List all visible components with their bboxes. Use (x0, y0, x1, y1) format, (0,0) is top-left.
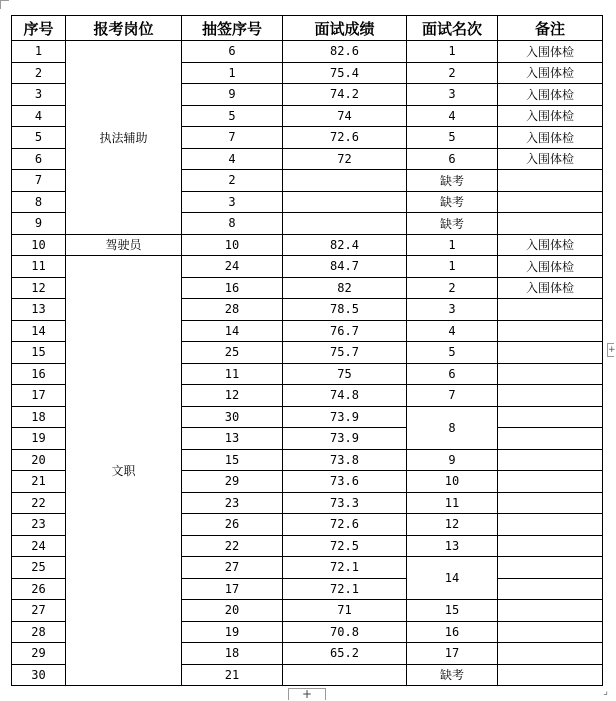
cell-draw-number[interactable]: 4 (182, 148, 283, 170)
cell-draw-number[interactable]: 15 (182, 449, 283, 471)
cell-remark[interactable]: 入围体检 (498, 84, 603, 106)
cell-remark[interactable] (498, 299, 603, 321)
cell-interview-score[interactable]: 74.2 (283, 84, 407, 106)
header-seq[interactable]: 序号 (12, 16, 66, 41)
cell-seq[interactable]: 21 (12, 471, 66, 493)
cell-draw-number[interactable]: 24 (182, 256, 283, 278)
cell-interview-score[interactable]: 72.1 (283, 557, 407, 579)
cell-draw-number[interactable]: 7 (182, 127, 283, 149)
cell-draw-number[interactable]: 14 (182, 320, 283, 342)
cell-remark[interactable] (498, 600, 603, 622)
cell-seq[interactable]: 6 (12, 148, 66, 170)
cell-remark[interactable] (498, 342, 603, 364)
cell-remark[interactable] (498, 471, 603, 493)
cell-remark[interactable] (498, 320, 603, 342)
cell-seq[interactable]: 12 (12, 277, 66, 299)
cell-draw-number[interactable]: 6 (182, 41, 283, 63)
cell-draw-number[interactable]: 13 (182, 428, 283, 450)
cell-interview-score[interactable] (283, 170, 407, 192)
cell-seq[interactable]: 3 (12, 84, 66, 106)
cell-draw-number[interactable]: 18 (182, 643, 283, 665)
cell-draw-number[interactable]: 5 (182, 105, 283, 127)
cell-remark[interactable] (498, 191, 603, 213)
cell-remark[interactable] (498, 213, 603, 235)
cell-draw-number[interactable]: 28 (182, 299, 283, 321)
cell-interview-rank[interactable]: 7 (407, 385, 498, 407)
cell-remark[interactable]: 入围体检 (498, 277, 603, 299)
cell-interview-rank[interactable]: 6 (407, 148, 498, 170)
cell-interview-rank[interactable]: 14 (407, 557, 498, 600)
cell-interview-score[interactable]: 73.6 (283, 471, 407, 493)
header-row (12, 16, 603, 41)
cell-draw-number[interactable]: 19 (182, 621, 283, 643)
cell-remark[interactable]: 入围体检 (498, 148, 603, 170)
cell-draw-number[interactable]: 23 (182, 492, 283, 514)
cell-interview-score[interactable]: 82.6 (283, 41, 407, 63)
cell-seq[interactable]: 23 (12, 514, 66, 536)
cell-interview-rank[interactable]: 3 (407, 299, 498, 321)
cell-interview-rank[interactable]: 4 (407, 105, 498, 127)
cell-remark[interactable] (498, 621, 603, 643)
cell-seq[interactable]: 24 (12, 535, 66, 557)
header-interview-rank[interactable]: 面试名次 (407, 16, 498, 41)
cell-remark[interactable] (498, 385, 603, 407)
cell-seq[interactable]: 1 (12, 41, 66, 63)
cell-seq[interactable]: 22 (12, 492, 66, 514)
cell-interview-score[interactable]: 71 (283, 600, 407, 622)
table-row (12, 41, 603, 63)
header-draw-number[interactable]: 抽签序号 (182, 16, 283, 41)
cell-interview-rank[interactable]: 缺考 (407, 170, 498, 192)
cell-seq[interactable]: 9 (12, 213, 66, 235)
header-remark[interactable]: 备注 (498, 16, 603, 41)
cell-draw-number[interactable]: 10 (182, 234, 283, 256)
cell-draw-number[interactable]: 2 (182, 170, 283, 192)
cell-draw-number[interactable]: 21 (182, 664, 283, 686)
cell-interview-score[interactable]: 74.8 (283, 385, 407, 407)
cell-draw-number[interactable]: 22 (182, 535, 283, 557)
cell-draw-number[interactable]: 16 (182, 277, 283, 299)
cell-seq[interactable]: 25 (12, 557, 66, 579)
cell-remark[interactable] (498, 514, 603, 536)
cell-seq[interactable]: 11 (12, 256, 66, 278)
cell-interview-rank[interactable]: 8 (407, 406, 498, 449)
cell-remark[interactable]: 入围体检 (498, 127, 603, 149)
cell-draw-number[interactable]: 11 (182, 363, 283, 385)
cell-draw-number[interactable]: 9 (182, 84, 283, 106)
cell-seq[interactable]: 14 (12, 320, 66, 342)
cell-remark[interactable]: 入围体检 (498, 256, 603, 278)
cell-interview-rank[interactable]: 2 (407, 277, 498, 299)
cell-interview-rank[interactable]: 1 (407, 234, 498, 256)
results-table (11, 15, 603, 686)
resize-corner-icon[interactable]: ⌟ (603, 686, 608, 697)
cell-remark[interactable] (498, 664, 603, 686)
cell-interview-score[interactable]: 84.7 (283, 256, 407, 278)
cell-interview-score[interactable]: 73.9 (283, 406, 407, 428)
cell-remark[interactable] (498, 643, 603, 665)
header-position[interactable]: 报考岗位 (66, 16, 182, 41)
cell-interview-score[interactable]: 70.8 (283, 621, 407, 643)
cell-draw-number[interactable]: 8 (182, 213, 283, 235)
cell-seq[interactable]: 4 (12, 105, 66, 127)
cell-interview-rank[interactable]: 13 (407, 535, 498, 557)
cell-interview-score[interactable]: 75 (283, 363, 407, 385)
table-row (12, 256, 603, 278)
table-row (12, 234, 603, 256)
cell-interview-rank[interactable]: 11 (407, 492, 498, 514)
cell-interview-score[interactable]: 82.4 (283, 234, 407, 256)
cell-interview-rank[interactable]: 10 (407, 471, 498, 493)
cell-remark[interactable] (498, 406, 603, 428)
cell-interview-score[interactable]: 82 (283, 277, 407, 299)
cell-seq[interactable]: 29 (12, 643, 66, 665)
cell-interview-score[interactable]: 74 (283, 105, 407, 127)
cell-interview-rank[interactable]: 16 (407, 621, 498, 643)
cell-interview-rank[interactable]: 15 (407, 600, 498, 622)
cell-remark[interactable] (498, 449, 603, 471)
cell-interview-score[interactable] (283, 213, 407, 235)
cell-remark[interactable] (498, 492, 603, 514)
cell-interview-rank[interactable]: 1 (407, 41, 498, 63)
cell-seq[interactable]: 18 (12, 406, 66, 428)
cell-remark[interactable] (498, 535, 603, 557)
cell-interview-rank[interactable]: 缺考 (407, 664, 498, 686)
cell-seq[interactable]: 27 (12, 600, 66, 622)
cell-seq[interactable]: 7 (12, 170, 66, 192)
cell-seq[interactable]: 19 (12, 428, 66, 450)
cell-interview-score[interactable]: 75.4 (283, 62, 407, 84)
cell-remark[interactable]: 入围体检 (498, 234, 603, 256)
header-interview-score[interactable]: 面试成绩 (283, 16, 407, 41)
cell-interview-score[interactable]: 73.3 (283, 492, 407, 514)
cell-interview-score[interactable]: 72.1 (283, 578, 407, 600)
cell-seq[interactable]: 28 (12, 621, 66, 643)
cell-interview-score[interactable]: 75.7 (283, 342, 407, 364)
table-move-handle-icon[interactable] (0, 0, 9, 9)
cell-interview-score[interactable]: 73.8 (283, 449, 407, 471)
cell-interview-rank[interactable]: 2 (407, 62, 498, 84)
cell-draw-number[interactable]: 27 (182, 557, 283, 579)
cell-remark[interactable] (498, 578, 603, 600)
cell-interview-rank[interactable]: 3 (407, 84, 498, 106)
cell-seq[interactable]: 2 (12, 62, 66, 84)
cell-seq[interactable]: 26 (12, 578, 66, 600)
cell-draw-number[interactable]: 12 (182, 385, 283, 407)
cell-draw-number[interactable]: 29 (182, 471, 283, 493)
cell-interview-rank[interactable]: 5 (407, 342, 498, 364)
cell-seq[interactable]: 13 (12, 299, 66, 321)
cell-draw-number[interactable]: 1 (182, 62, 283, 84)
cell-position[interactable]: 执法辅助 (66, 41, 182, 235)
cell-seq[interactable]: 10 (12, 234, 66, 256)
cell-draw-number[interactable]: 3 (182, 191, 283, 213)
cell-seq[interactable]: 17 (12, 385, 66, 407)
cell-interview-score[interactable] (283, 191, 407, 213)
cell-interview-score[interactable]: 72.5 (283, 535, 407, 557)
cell-interview-score[interactable]: 73.9 (283, 428, 407, 450)
cell-interview-score[interactable]: 78.5 (283, 299, 407, 321)
cell-draw-number[interactable]: 17 (182, 578, 283, 600)
cell-interview-rank[interactable]: 缺考 (407, 213, 498, 235)
cell-interview-rank[interactable]: 9 (407, 449, 498, 471)
cell-interview-score[interactable]: 72.6 (283, 514, 407, 536)
cell-interview-score[interactable]: 72 (283, 148, 407, 170)
cell-position[interactable]: 文职 (66, 256, 182, 686)
cell-interview-rank[interactable]: 6 (407, 363, 498, 385)
cell-interview-rank[interactable]: 1 (407, 256, 498, 278)
cell-remark[interactable]: 入围体检 (498, 62, 603, 84)
cell-seq[interactable]: 20 (12, 449, 66, 471)
cell-seq[interactable]: 30 (12, 664, 66, 686)
cell-remark[interactable] (498, 170, 603, 192)
cell-remark[interactable]: 入围体检 (498, 41, 603, 63)
cell-draw-number[interactable]: 26 (182, 514, 283, 536)
cell-seq[interactable]: 16 (12, 363, 66, 385)
cell-draw-number[interactable]: 25 (182, 342, 283, 364)
cell-remark[interactable] (498, 428, 603, 450)
cell-interview-rank[interactable]: 12 (407, 514, 498, 536)
cell-interview-score[interactable]: 76.7 (283, 320, 407, 342)
cell-interview-score[interactable] (283, 664, 407, 686)
cell-interview-rank[interactable]: 4 (407, 320, 498, 342)
cell-remark[interactable] (498, 557, 603, 579)
cell-seq[interactable]: 8 (12, 191, 66, 213)
cell-interview-score[interactable]: 72.6 (283, 127, 407, 149)
cell-remark[interactable]: 入围体检 (498, 105, 603, 127)
cell-draw-number[interactable]: 30 (182, 406, 283, 428)
column-resize-icon[interactable]: + (608, 345, 616, 355)
cell-seq[interactable]: 5 (12, 127, 66, 149)
cell-draw-number[interactable]: 20 (182, 600, 283, 622)
cell-remark[interactable] (498, 363, 603, 385)
cell-interview-rank[interactable]: 缺考 (407, 191, 498, 213)
add-row-icon[interactable]: + (288, 688, 326, 700)
cell-seq[interactable]: 15 (12, 342, 66, 364)
cell-interview-rank[interactable]: 17 (407, 643, 498, 665)
cell-position[interactable]: 驾驶员 (66, 234, 182, 256)
cell-interview-rank[interactable]: 5 (407, 127, 498, 149)
cell-interview-score[interactable]: 65.2 (283, 643, 407, 665)
